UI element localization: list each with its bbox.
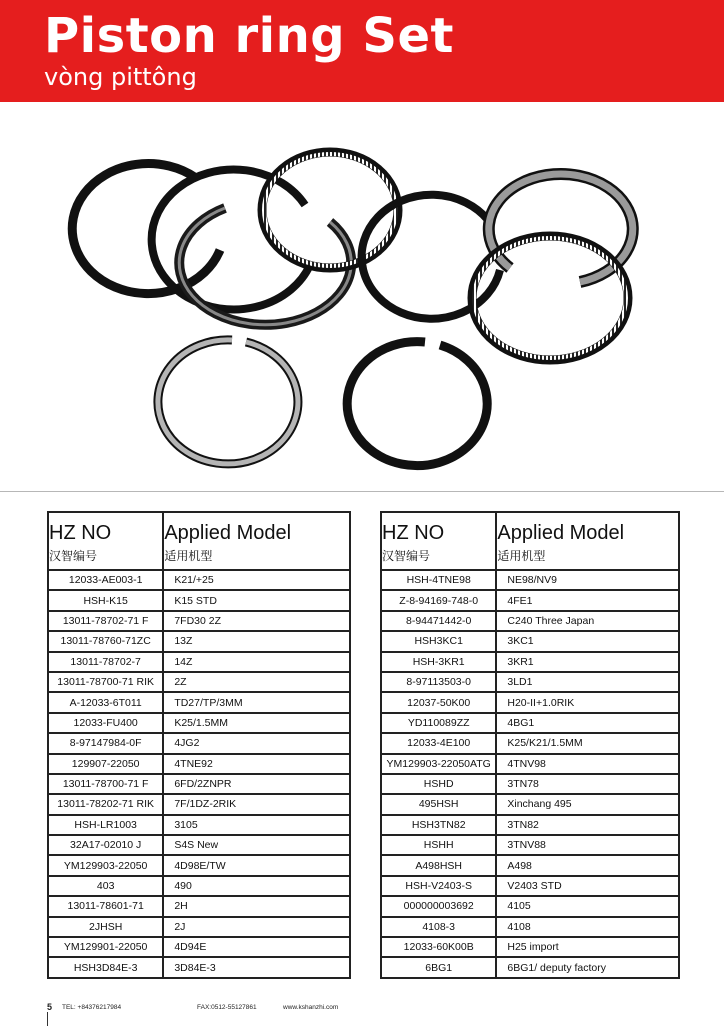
header-hz-no-zh: 汉智编号 — [49, 549, 98, 563]
table-row — [381, 835, 679, 855]
header-applied-model-zh: 适用机型 — [497, 549, 546, 563]
hz-no-cell: 6BG1 — [381, 957, 496, 977]
applied-model-cell: 4D94E — [163, 937, 350, 957]
left-table-body — [48, 570, 350, 978]
applied-model-cell: 4108 — [496, 917, 679, 937]
table-row — [48, 754, 350, 774]
applied-model-cell: 4D98E/TW — [163, 855, 350, 875]
table-row — [381, 631, 679, 651]
table-row — [48, 631, 350, 651]
applied-model-cell: A498 — [496, 855, 679, 875]
table-header-row — [381, 512, 679, 570]
right-table-body — [381, 570, 679, 978]
table-row — [48, 733, 350, 753]
hz-no-cell: HSH3D84E-3 — [48, 957, 163, 977]
applied-model-cell: 7F/1DZ-2RIK — [163, 794, 350, 814]
table-row — [48, 590, 350, 610]
hz-no-cell: 8-97113503-0 — [381, 672, 496, 692]
ring-bottom-black — [347, 342, 487, 466]
table-row — [381, 672, 679, 692]
table-row — [381, 713, 679, 733]
table-row — [48, 876, 350, 896]
header-applied-model-en: Applied Model — [497, 522, 625, 544]
table-row — [48, 652, 350, 672]
page-title: Piston ring Set — [44, 8, 454, 64]
table-row — [381, 570, 679, 590]
hz-no-cell: 2JHSH — [48, 917, 163, 937]
footer-website[interactable]: www.kshanzhi.com — [283, 1004, 339, 1011]
parts-table-right — [380, 511, 680, 979]
table-row — [381, 652, 679, 672]
hz-no-cell: HSH3KC1 — [381, 631, 496, 651]
table-row — [381, 937, 679, 957]
table-row — [48, 896, 350, 916]
hz-no-cell: HSHH — [381, 835, 496, 855]
header-applied-model-zh: 适用机型 — [164, 549, 213, 563]
table-row — [381, 611, 679, 631]
hz-no-cell: 13011-78601-71 — [48, 896, 163, 916]
hz-no-cell: A498HSH — [381, 855, 496, 875]
table-row — [48, 774, 350, 794]
table-row — [381, 876, 679, 896]
table-row — [381, 774, 679, 794]
hz-no-cell: HSH3TN82 — [381, 815, 496, 835]
table-row — [48, 835, 350, 855]
applied-model-cell: TD27/TP/3MM — [163, 692, 350, 712]
applied-model-cell: 4JG2 — [163, 733, 350, 753]
table-row — [48, 794, 350, 814]
hz-no-cell: YM129901-22050 — [48, 937, 163, 957]
ring-middle-right — [362, 195, 500, 319]
applied-model-cell: 2H — [163, 896, 350, 916]
applied-model-cell: S4S New — [163, 835, 350, 855]
hz-no-cell: 13011-78700-71 F — [48, 774, 163, 794]
applied-model-cell: 2Z — [163, 672, 350, 692]
applied-model-cell: 4TNE92 — [163, 754, 350, 774]
hz-no-cell: 129907-22050 — [48, 754, 163, 774]
hz-no-cell: HSH-LR1003 — [48, 815, 163, 835]
hz-no-cell: A-12033-6T011 — [48, 692, 163, 712]
hz-no-cell: HSH-4TNE98 — [381, 570, 496, 590]
table-row — [48, 917, 350, 937]
hz-no-cell: 13011-78702-71 F — [48, 611, 163, 631]
header-applied-model-en: Applied Model — [164, 522, 292, 544]
hz-no-cell: 13011-78700-71 RIK — [48, 672, 163, 692]
applied-model-cell: 3KC1 — [496, 631, 679, 651]
footer-tel: TEL: +84376217984 — [62, 1004, 122, 1011]
applied-model-cell: 3TN82 — [496, 815, 679, 835]
table-row — [48, 672, 350, 692]
parts-table-left — [47, 511, 351, 979]
table-row — [381, 917, 679, 937]
footer-fax: FAX:0512-55127861 — [197, 1004, 257, 1011]
table-row — [48, 937, 350, 957]
table-row — [48, 815, 350, 835]
hz-no-cell: YD110089ZZ — [381, 713, 496, 733]
table-row — [381, 692, 679, 712]
header-applied-model — [163, 512, 350, 570]
hz-no-cell: 13011-78760-71ZC — [48, 631, 163, 651]
applied-model-cell: K25/K21/1.5MM — [496, 733, 679, 753]
piston-rings-photo — [0, 102, 724, 490]
applied-model-cell: 3TN78 — [496, 774, 679, 794]
applied-model-cell: 4BG1 — [496, 713, 679, 733]
header-hz-no-en: HZ NO — [49, 522, 112, 544]
hz-no-cell: 403 — [48, 876, 163, 896]
table-row — [48, 611, 350, 631]
page-subtitle: vòng pittông — [44, 63, 197, 91]
hz-no-cell: Z-8-94169-748-0 — [381, 590, 496, 610]
hz-no-cell: 4108-3 — [381, 917, 496, 937]
applied-model-cell: 3TNV88 — [496, 835, 679, 855]
applied-model-cell: 3KR1 — [496, 652, 679, 672]
section-divider — [0, 491, 724, 492]
applied-model-cell: 3105 — [163, 815, 350, 835]
applied-model-cell: 490 — [163, 876, 350, 896]
hz-no-cell: 32A17-02010 J — [48, 835, 163, 855]
header-hz-no — [381, 512, 496, 570]
applied-model-cell: C240 Three Japan — [496, 611, 679, 631]
hz-no-cell: HSH-V2403-S — [381, 876, 496, 896]
table-header-row — [48, 512, 350, 570]
hz-no-cell: 000000003692 — [381, 896, 496, 916]
applied-model-cell: K15 STD — [163, 590, 350, 610]
applied-model-cell: 14Z — [163, 652, 350, 672]
page-number: 5 — [47, 1002, 53, 1012]
hz-no-cell: 8-94471442-0 — [381, 611, 496, 631]
hz-no-cell: 13011-78202-71 RIK — [48, 794, 163, 814]
applied-model-cell: V2403 STD — [496, 876, 679, 896]
table-row — [381, 896, 679, 916]
applied-model-cell: Xinchang 495 — [496, 794, 679, 814]
hz-no-cell: 495HSH — [381, 794, 496, 814]
table-row — [381, 957, 679, 977]
hz-no-cell: HSH-3KR1 — [381, 652, 496, 672]
hz-no-cell: 8-97147984-0F — [48, 733, 163, 753]
hz-no-cell: 12033-AE003-1 — [48, 570, 163, 590]
applied-model-cell: 4105 — [496, 896, 679, 916]
applied-model-cell: H20-II+1.0RIK — [496, 692, 679, 712]
hz-no-cell: YM129903-22050 — [48, 855, 163, 875]
ring-second-black — [152, 169, 310, 309]
applied-model-cell: 13Z — [163, 631, 350, 651]
hz-no-cell: 12037-50K00 — [381, 692, 496, 712]
applied-model-cell: K21/+25 — [163, 570, 350, 590]
header-hz-no — [48, 512, 163, 570]
hz-no-cell: 12033-FU400 — [48, 713, 163, 733]
applied-model-cell: 3LD1 — [496, 672, 679, 692]
table-row — [381, 855, 679, 875]
applied-model-cell: 3D84E-3 — [163, 957, 350, 977]
header-banner — [0, 0, 724, 102]
applied-model-cell: 7FD30 2Z — [163, 611, 350, 631]
table-row — [48, 855, 350, 875]
hz-no-cell: 12033-60K00B — [381, 937, 496, 957]
header-applied-model — [496, 512, 679, 570]
table-row — [48, 957, 350, 977]
hz-no-cell: YM129903-22050ATG — [381, 754, 496, 774]
hz-no-cell: 13011-78702-7 — [48, 652, 163, 672]
header-hz-no-en: HZ NO — [382, 522, 445, 544]
applied-model-cell: 2J — [163, 917, 350, 937]
table-row — [381, 794, 679, 814]
applied-model-cell: NE98/NV9 — [496, 570, 679, 590]
page-footer — [0, 1002, 724, 1018]
hz-no-cell: HSHD — [381, 774, 496, 794]
table-row — [381, 754, 679, 774]
table-row — [381, 590, 679, 610]
hz-no-cell: HSH-K15 — [48, 590, 163, 610]
table-row — [381, 733, 679, 753]
hz-no-cell: 12033-4E100 — [381, 733, 496, 753]
applied-model-cell: 6BG1/ deputy factory — [496, 957, 679, 977]
table-row — [381, 815, 679, 835]
table-row — [48, 570, 350, 590]
applied-model-cell: 4FE1 — [496, 590, 679, 610]
applied-model-cell: K25/1.5MM — [163, 713, 350, 733]
applied-model-cell: H25 import — [496, 937, 679, 957]
table-row — [48, 713, 350, 733]
table-row — [48, 692, 350, 712]
header-hz-no-zh: 汉智编号 — [382, 549, 431, 563]
applied-model-cell: 6FD/2ZNPR — [163, 774, 350, 794]
applied-model-cell: 4TNV98 — [496, 754, 679, 774]
